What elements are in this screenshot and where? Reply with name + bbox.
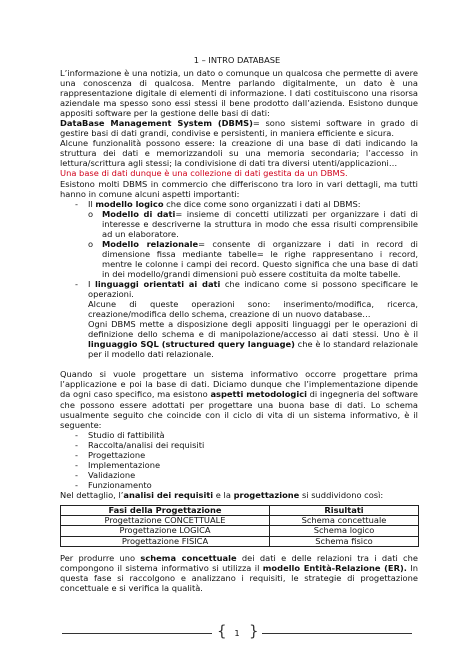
footer-bracket-left: { (217, 622, 227, 640)
footer-rule-left (62, 633, 212, 634)
table-header: Fasi della Progettazione (61, 505, 270, 515)
list-item-logical-model: - Il modello logico che dice come sono organizzati i dati al DBMS: (75, 198, 361, 209)
phase-item: - Studio di fattibilità (75, 429, 165, 440)
phase-item: - Funzionamento (75, 479, 152, 490)
dash-bullet: - (75, 278, 78, 289)
footer-rule-right (262, 633, 412, 634)
paragraph-dbms-definition: DataBase Management System (DBMS)= sono sistemi software in grado di gestire basi di dati grandi, condivise e persistenti, in maniera efficiente e sicura. (60, 118, 418, 139)
highlight-definition: Una base di dati dunque è una collezione di dati gestita da un DBMS. (60, 168, 348, 179)
dash-bullet: - (75, 198, 78, 209)
aspects-list (60, 199, 418, 360)
paragraph-functions: Alcune funzionalità possono essere: la creazione di una base di dati indicando la struttura dei dati e memorizzandoli su una memoria secondaria; l’accesso in lettura/scrittura agli stessi; la condivisione di dati tra diversi utenti/applicazioni… (60, 138, 418, 169)
list-continuation-operations: Alcune di queste operazioni sono: inserimento/modifica, ricerca, creazione/modifica dello schema, creazione di un nuovo database… (88, 299, 418, 320)
page-title: 1 – INTRO DATABASE (193, 55, 281, 65)
page-footer (62, 622, 412, 642)
paragraph-design: Quando si vuole progettare un sistema informativo occorre progettare prima l’applicazione e poi la base di dati. Diciamo dunque che l’implementazione dipende da ogni caso specifico, ma esistono aspetti metodologici di ingegneria del software che possono essere adottati per progettare una buona base di dati. Lo schema usualmente seguito che coincide con il ciclo di vita di un sistema informativo, è il seguente: (60, 369, 418, 430)
table-header-row (61, 505, 419, 515)
circle-bullet: o (88, 238, 94, 249)
list-continuation-sql: Ogni DBMS mette a disposizione degli appositi linguaggi per le operazioni di definizione dello schema e di manipolazione/accesso ai dati stessi. Uno è il linguaggio SQL (structured query language) che è lo standard relazionale per il modello dati relazionale. (88, 319, 418, 360)
table-cell: Progettazione FISICA (61, 536, 270, 546)
document-body (60, 68, 418, 593)
phase-item: - Progettazione (75, 449, 146, 460)
table-header: Risultati (270, 505, 419, 515)
term-sql: linguaggio SQL (structured query language) (88, 339, 295, 350)
sublist-item-relational-model: o Modello relazionale= consente di organizzare i dati in record di dimensione fissa mediante tabelle= le righe rappresentano i record, mentre le colonne i campi dei record. Questo significa che una base di dati in dei modello/grandi dimensioni può essere costituita da molte tabelle. (88, 238, 418, 279)
phase-item: - Raccolta/analisi dei requisiti (75, 439, 205, 450)
paragraph-common-aspects: Esistono molti DBMS in commercio che differiscono tra loro in vari dettagli, ma tutti hanno in comune alcuni aspetti importanti: (60, 178, 418, 199)
list-item-languages: - I linguaggi orientati ai dati che indicano come si possono specificare le operazioni. (75, 278, 419, 300)
table-cell: Schema logico (270, 526, 419, 536)
page-number: 1 (234, 628, 240, 638)
phase-item: - Validazione (75, 469, 136, 480)
paragraph-information: L’informazione è una notizia, un dato o comunque un qualcosa che permette di avere una conoscenza di qualcosa. Mentre parlando digitalmente, un dato è una rappresentazione digitale di elementi di informazione. I dati costituiscono una risorsa aziendale ma spesso sono essi stessi il bene prodotto dall’azienda. Esistono dunque appositi software per la gestione delle basi di dati: (60, 68, 418, 119)
table-row (61, 536, 419, 546)
table-cell: Schema concettuale (270, 516, 419, 526)
table-row (61, 526, 419, 536)
circle-bullet: o (88, 208, 94, 219)
table-row (61, 516, 419, 526)
paragraph-er-model: Per produrre uno schema concettuale dei dati e delle relazioni tra i dati che compongono il sistema informativo si utilizza il modello Entità-Relazione (ER). In questa fase si raccolgono e analizzano i requisiti, le strategie di progettazione concettuale e si verifica la qualità. (60, 552, 418, 593)
paragraph-detail: Nel dettaglio, l’analisi dei requisiti e la progettazione si suddividono così: (60, 489, 384, 500)
table-cell: Progettazione CONCETTUALE (61, 516, 270, 526)
sublist-item-data-model: o Modello di dati= insieme di concetti utilizzati per organizzare i dati di interesse e descriverne la struttura in modo che essa risulti comprensibile ad un elaboratore. (88, 208, 418, 239)
phases-list (60, 430, 418, 490)
table-cell: Progettazione LOGICA (61, 526, 270, 536)
footer-bracket-right: } (249, 622, 259, 640)
term-dbms: DataBase Management System (DBMS) (60, 118, 253, 129)
phase-item: - Implementazione (75, 459, 161, 470)
design-phases-table (60, 505, 419, 547)
table-cell: Schema fisico (270, 536, 419, 546)
